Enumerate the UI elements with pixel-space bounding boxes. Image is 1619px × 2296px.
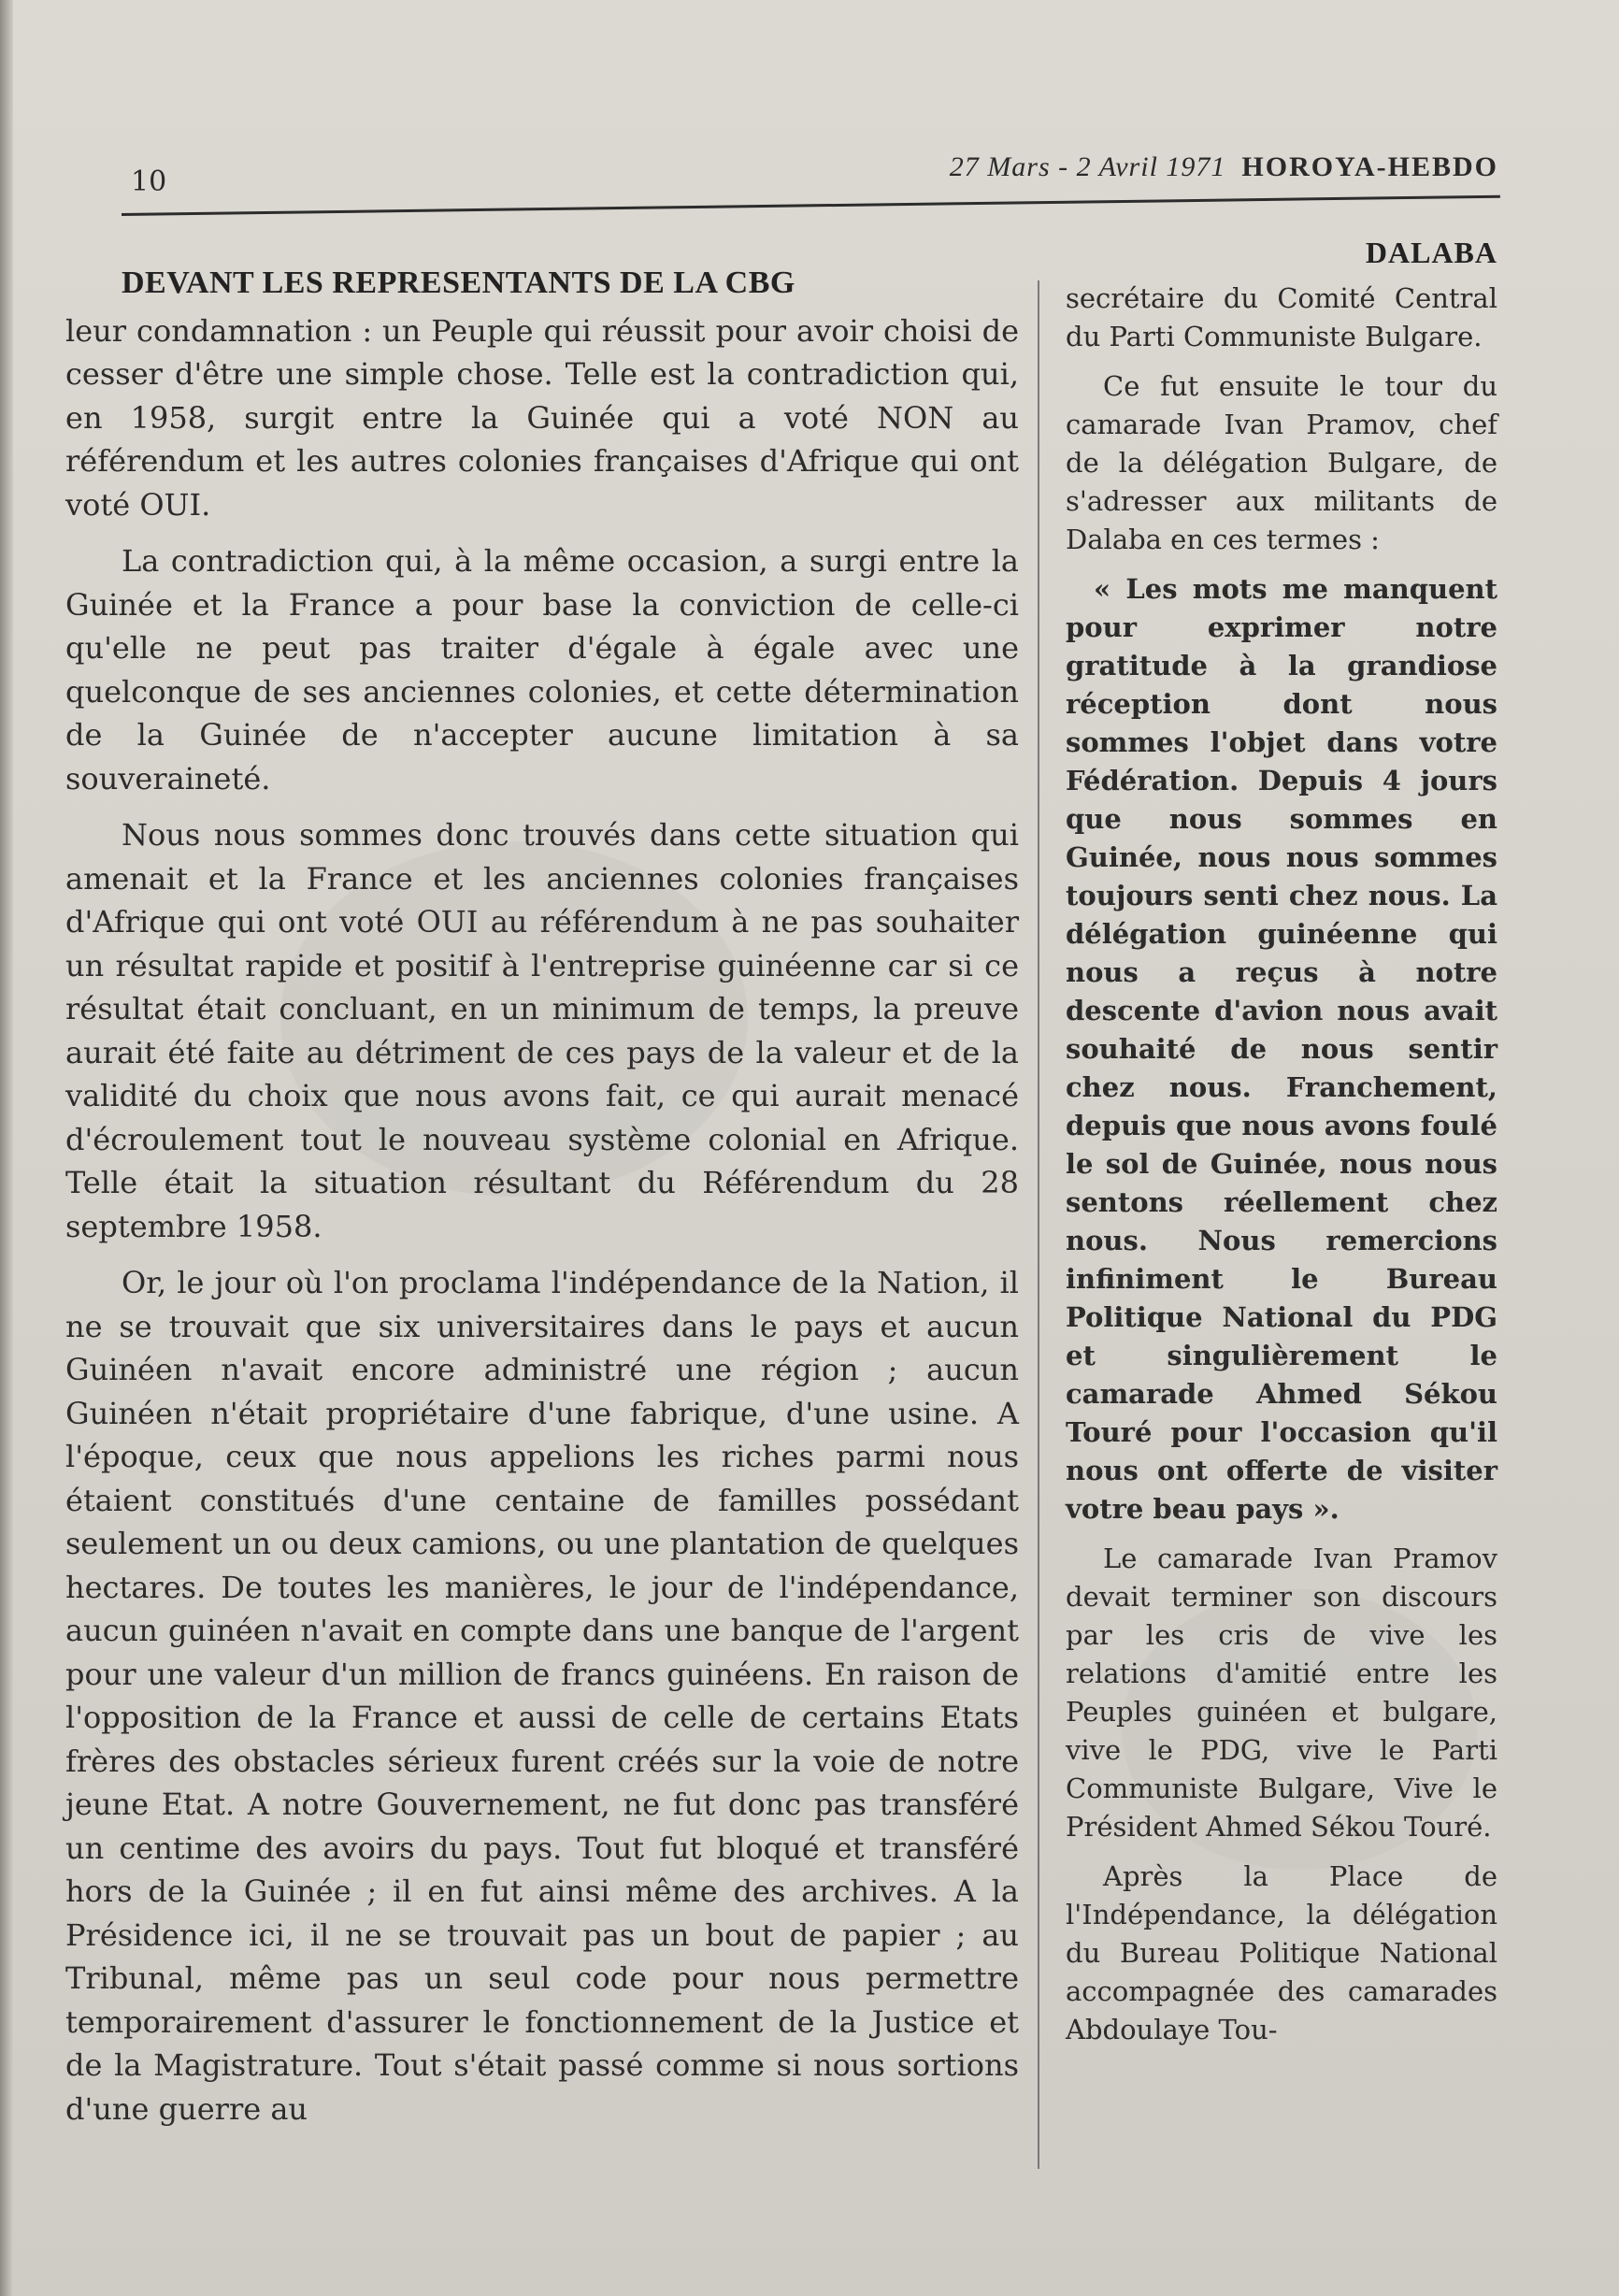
paragraph: Nous nous sommes donc trouvés dans cette situation qui amenait et la France et les anciennes colonies françaises d'Afrique qui ont voté OUI au référendum à ne pas souhaiter un résultat rapide et positif à l'entreprise guinéenne car si ce résultat était concluant, en un minimum de temps, la preuve aurait été faite au détriment de ces pays de la valeur et de la validité du choix que nous avons fait, ce qui aurait menacé d'écroulement tout le nouveau système colonial en Afrique. Telle était la situation résultant du Référendum du 28 septembre 1958.: [65, 817, 1019, 1244]
section-title: DALABA: [1365, 236, 1497, 269]
right-column: [1066, 234, 1497, 2060]
paragraph: Le camarade Ivan Pramov devait terminer son discours par les cris de vive les relations d'amitié entre les Peuples guinéen et bulgare, vive le PDG, vive le Parti Communiste Bulgare, Vive le Président Ahmed Sékou Touré.: [1066, 1543, 1497, 1843]
header-rule: [122, 195, 1500, 216]
column-divider: [1038, 280, 1039, 2169]
paragraph: Après la Place de l'Indépendance, la délégation du Bureau Politique National accompagnée des camarades Abdoulaye Tou-: [1066, 1860, 1497, 2045]
issue-date-line: [950, 151, 1498, 183]
page-header: [120, 142, 1498, 198]
issue-date: 27 Mars - 2 Avril 1971: [949, 151, 1226, 182]
page-number: 10: [131, 165, 167, 198]
left-column: [65, 262, 1019, 2144]
paragraph: Ce fut ensuite le tour du camarade Ivan Pramov, chef de la délégation Bulgare, de s'adresser aux militants de Dalaba en ces termes :: [1066, 370, 1497, 555]
paragraph: Or, le jour où l'on proclama l'indépendance de la Nation, il ne se trouvait que six universitaires dans le pays et aucun Guinéen n'avait encore administré une région ; aucun Guinéen n'était propriétaire d'une fabrique, d'une usine. A l'époque, ceux que nous appelions les riches parmi nous étaient constitués d'une centaine de familles possédant seulement un ou deux camions, ou une plantation de quelques hectares. De toutes les manières, le jour de l'indépendance, aucun guinéen n'avait en compte dans une banque de l'argent pour une valeur d'un million de francs guinéens. En raison de l'opposition de la France et aussi de celle de certains Etats frères des obstacles sérieux furent créés sur la voie de notre jeune Etat. A notre Gouvernement, ne fut donc pas transféré un centime des avoirs du pays. Tout fut bloqué et transféré hors de la Guinée ; il en fut ainsi même des archives. A la Présidence ici, il ne se trouvait pas un bout de papier ; au Tribunal, même pas un seul code pour nous permettre temporairement d'assurer le fonctionnement de la Justice et de la Magistrature. Tout s'était passé comme si nous sortions d'une guerre au: [65, 1265, 1019, 2127]
article-title: DEVANT LES REPRESENTANTS DE LA CBG: [122, 265, 795, 300]
paragraph: La contradiction qui, à la même occasion, a surgi entre la Guinée et la France a pour base la conviction de celle-ci qu'elle ne peut pas traiter d'égale à égale avec une quelconque de ses anciennes colonies, et cette détermination de la Guinée de n'accepter aucune limitation à sa souveraineté.: [65, 543, 1019, 796]
paragraph: secrétaire du Comité Central du Parti Communiste Bulgare.: [1066, 282, 1497, 352]
paragraph: leur condamnation : un Peuple qui réussit pour avoir choisi de cesser d'être une simple chose. Telle est la contradiction qui, en 1958, surgit entre la Guinée qui a voté NON au référendum et les autres colonies françaises d'Afrique qui ont voté OUI.: [65, 312, 1019, 523]
publication-name: HOROYA-HEBDO: [1241, 151, 1498, 182]
quote-paragraph: « Les mots me manquent pour exprimer notre gratitude à la grandiose réception dont nous sommes l'objet dans votre Fédération. Depuis 4 jours que nous sommes en Guinée, nous nous sommes toujours senti chez nous. La délégation guinéenne qui nous a reçus à notre descente d'avion nous avait souhaité de nous sentir chez nous. Franchement, depuis que nous avons foulé le sol de Guinée, nous nous sentons réellement chez nous. Nous remercions infiniment le Bureau Politique National du PDG et singulièrement le camarade Ahmed Sékou Touré pour l'occasion qu'il nous ont offerte de visiter votre beau pays ».: [1066, 573, 1497, 1525]
